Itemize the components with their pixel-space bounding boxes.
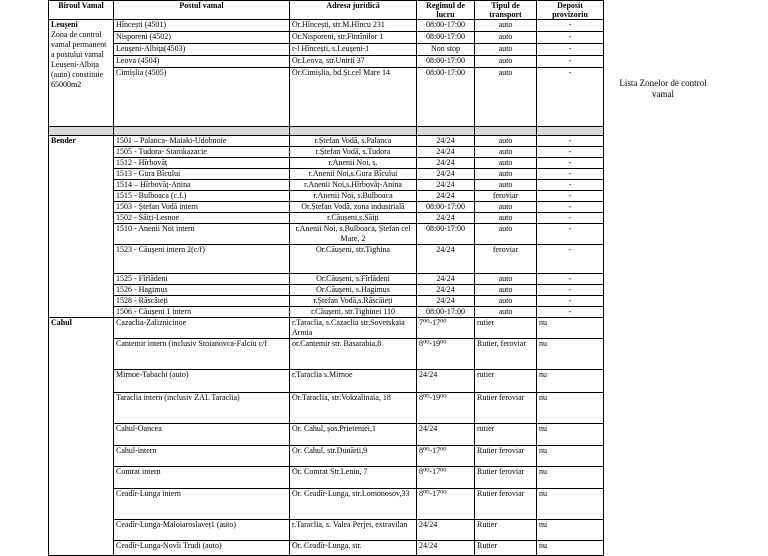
post-cell: Cantemir intern (inclusiv Stoianovca-Falciu c/f	[114, 339, 290, 370]
post-cell: 1528 - Răscăieți	[114, 296, 290, 307]
table-row	[49, 245, 604, 274]
table-row	[49, 56, 604, 68]
deposit-cell: -	[537, 158, 604, 169]
deposit-cell: nu	[537, 541, 604, 556]
post-cell: Comrat intern	[114, 467, 290, 489]
transport-cell: auto	[475, 307, 537, 318]
post-cell: Taraclia intern (inclusiv ZAL Taraclia)	[114, 393, 290, 424]
table-row	[49, 489, 604, 520]
transport-cell: auto	[475, 68, 537, 127]
hours-cell: 8⁰⁰-17⁰⁰	[417, 446, 475, 467]
transport-cell: auto	[475, 202, 537, 213]
table-row	[49, 520, 604, 541]
address-cell: Or. Cahul, șos.Prieteniei,1	[290, 424, 417, 446]
address-cell: Or.Căușeni, s.Hagimus	[290, 285, 417, 296]
table-row	[49, 424, 604, 446]
deposit-cell: nu	[537, 393, 604, 424]
deposit-cell: -	[537, 180, 604, 191]
post-cell: Ceadîr-Lunga intern	[114, 489, 290, 520]
address-cell: r-l Hîncești, s.Leușeni-1	[290, 44, 417, 56]
address-cell: Or. Ceadîr-Lunga, str.	[290, 541, 417, 556]
transport-cell: Rutier feroviar	[475, 393, 537, 424]
table-row	[49, 213, 604, 224]
address-cell: Or. Cahul, str.Dunării,9	[290, 446, 417, 467]
table-row	[49, 446, 604, 467]
transport-cell: Rutier	[475, 541, 537, 556]
deposit-cell: -	[537, 307, 604, 318]
address-cell: Or.Cimișlia, bd.Șt.cel Mare 14	[290, 68, 417, 127]
table-row	[49, 180, 604, 191]
hours-cell: 24/24	[417, 191, 475, 202]
transport-cell: auto	[475, 147, 537, 158]
hours-cell: 08:00-17:00	[417, 56, 475, 68]
address-cell: r.Anenii Noi,s.Gura Bîcului	[290, 169, 417, 180]
hours-cell: 8⁰⁰-19⁰⁰	[417, 393, 475, 424]
transport-cell: rutier	[475, 318, 537, 339]
separator-cell	[475, 127, 537, 136]
address-cell: Or.Leova, str.Unirii 37	[290, 56, 417, 68]
hours-cell: 08:00-17:00	[417, 307, 475, 318]
post-cell: 1505 - Tudora- Starokazacie	[114, 147, 290, 158]
post-cell: 1515 - Bulboaca (c.f.)	[114, 191, 290, 202]
address-cell: or.Cantemir str. Basarabia,8	[290, 339, 417, 370]
post-cell: Ceadîr-Lunga-Novîi Trudi (auto)	[114, 541, 290, 556]
transport-cell: auto	[475, 296, 537, 307]
address-cell: r.Anenii Noi, s.Bulboaca, Ștefan cel Mare, 2	[290, 224, 417, 245]
transport-cell: auto	[475, 180, 537, 191]
hours-cell: 24/24	[417, 370, 475, 393]
deposit-cell: nu	[537, 520, 604, 541]
deposit-cell: -	[537, 169, 604, 180]
deposit-cell: -	[537, 44, 604, 56]
address-cell: Or.Căușeni, s.Fîrlădeni	[290, 274, 417, 285]
deposit-cell: -	[537, 56, 604, 68]
table-row	[49, 285, 604, 296]
post-cell: 1523 - Căușeni intern 2(c/f)	[114, 245, 290, 274]
post-cell: 1514 – Hîrbovăț-Anina	[114, 180, 290, 191]
hours-cell: 24/24	[417, 296, 475, 307]
table-row	[49, 318, 604, 339]
transport-cell: auto	[475, 32, 537, 44]
hours-cell: 8⁰⁰-17⁰⁰	[417, 467, 475, 489]
transport-cell: Rutier feroviar	[475, 467, 537, 489]
hours-cell: 08:00-17:00	[417, 20, 475, 32]
hours-cell: 24/24	[417, 147, 475, 158]
side-note: Lista Zonelor de control vamal	[619, 78, 707, 99]
hours-cell: 08:00-17:00	[417, 224, 475, 245]
leuseni-section	[49, 20, 604, 136]
address-cell: r.Ștefan Vodă, s.Palanca	[290, 136, 417, 147]
deposit-cell: -	[537, 224, 604, 245]
hours-cell: 24/24	[417, 541, 475, 556]
address-cell: r.Ștefan Vodă,s.Răscăieți	[290, 296, 417, 307]
address-cell: Or.Taraclia, str.Vokzalinaia, 18	[290, 393, 417, 424]
hours-cell: Non stop	[417, 44, 475, 56]
address-cell: r.Anenii Noi,s.Hîrbovăț-Anina	[290, 180, 417, 191]
transport-cell: auto	[475, 169, 537, 180]
transport-cell: Rutier feroviar	[475, 489, 537, 520]
table-row	[49, 147, 604, 158]
transport-cell: Rutier feroviar	[475, 446, 537, 467]
transport-cell: auto	[475, 213, 537, 224]
post-cell: 1506 - Căușeni 1 intern	[114, 307, 290, 318]
hours-cell: 08:00-17:00	[417, 68, 475, 127]
transport-cell: auto	[475, 136, 537, 147]
address-cell: r.Anenii Noi, s.Bulboaca	[290, 191, 417, 202]
transport-cell: auto	[475, 56, 537, 68]
office-cell-bender: Bender	[49, 136, 114, 318]
hours-cell: 08:00-17:00	[417, 32, 475, 44]
table-row	[49, 158, 604, 169]
transport-cell: auto	[475, 285, 537, 296]
table-row	[49, 202, 604, 213]
post-cell: Cahul-intern	[114, 446, 290, 467]
header-row	[49, 1, 604, 20]
post-cell: Hîncești (4501)	[114, 20, 290, 32]
table-row	[49, 467, 604, 489]
header-office: Biroul Vamal	[49, 1, 114, 20]
deposit-cell: -	[537, 191, 604, 202]
deposit-cell: -	[537, 285, 604, 296]
hours-cell: 24/24	[417, 285, 475, 296]
hours-cell: 24/24	[417, 520, 475, 541]
table-row	[49, 68, 604, 127]
post-cell: 1502 - Săiți-Lesnoe	[114, 213, 290, 224]
address-cell: Or.Ștefan Vodă, zona industrială	[290, 202, 417, 213]
hours-cell: 24/24	[417, 180, 475, 191]
transport-cell: rutier	[475, 370, 537, 393]
address-cell: r.Anenii Noi, s.	[290, 158, 417, 169]
post-cell: 1501 – Palanca- Maiaki-Udobnoie	[114, 136, 290, 147]
table-row	[49, 274, 604, 285]
post-cell: Ceadîr-Lunga-Maloiaroslaveț1 (auto)	[114, 520, 290, 541]
bender-section	[49, 136, 604, 318]
deposit-cell: -	[537, 245, 604, 274]
post-cell: Leova (4504)	[114, 56, 290, 68]
deposit-cell: nu	[537, 446, 604, 467]
table-row	[49, 393, 604, 424]
header-deposit: Deposit provizoriu	[537, 1, 604, 20]
post-cell: 1512 - Hîrbovăț	[114, 158, 290, 169]
address-cell: Or.Nisporeni, str.Fintînilor 1	[290, 32, 417, 44]
deposit-cell: nu	[537, 339, 604, 370]
transport-cell: auto	[475, 274, 537, 285]
header-post: Postul vamal	[114, 1, 290, 20]
hours-cell: 24/24	[417, 169, 475, 180]
header-hours: Regimul de lucru	[417, 1, 475, 20]
address-cell: r.Căușeni, str.Tighinei 110	[290, 307, 417, 318]
table-row	[49, 20, 604, 32]
hours-cell: 24/24	[417, 213, 475, 224]
hours-cell: 24/24	[417, 158, 475, 169]
transport-cell: Rutier	[475, 520, 537, 541]
header-transport: Tipul de transport	[475, 1, 537, 20]
deposit-cell: -	[537, 202, 604, 213]
address-cell: Or.Hîncești, str.M.Hîncu 231	[290, 20, 417, 32]
deposit-cell: nu	[537, 424, 604, 446]
office-description: Zona de control vamal permanent a postului vamal Leușeni-Albița (auto) constituie 65000m2	[51, 30, 107, 89]
hours-cell: 8⁰⁰-19⁰⁰	[417, 339, 475, 370]
table-row	[49, 32, 604, 44]
deposit-cell: -	[537, 213, 604, 224]
post-cell: Cahul-Oancea	[114, 424, 290, 446]
hours-cell: 24/24	[417, 136, 475, 147]
transport-cell: feroviar	[475, 191, 537, 202]
separator-cell	[290, 127, 417, 136]
post-cell: Cimișlia (4505)	[114, 68, 290, 127]
transport-cell: auto	[475, 20, 537, 32]
transport-cell: auto	[475, 44, 537, 56]
transport-cell: auto	[475, 158, 537, 169]
header-address: Adresa juridică	[290, 1, 417, 20]
hours-cell: 24/24	[417, 274, 475, 285]
table-row	[49, 370, 604, 393]
hours-cell: 24/24	[417, 424, 475, 446]
deposit-cell: nu	[537, 489, 604, 520]
table-row	[49, 296, 604, 307]
address-cell: Or. Ceadîr-Lunga, str.Lomonosov,33	[290, 489, 417, 520]
address-cell: r.Ștefan Vodă, s.Tudora	[290, 147, 417, 158]
deposit-cell: nu	[537, 467, 604, 489]
transport-cell: rutier	[475, 424, 537, 446]
address-cell: Or.Căușeni, str.Tighina	[290, 245, 417, 274]
table-row	[49, 44, 604, 56]
address-cell: r.Taraclia s.Mirnoe	[290, 370, 417, 393]
deposit-cell: -	[537, 296, 604, 307]
hours-cell: 08:00-17:00	[417, 202, 475, 213]
separator-cell	[49, 127, 114, 136]
table-row	[49, 224, 604, 245]
separator-cell	[114, 127, 290, 136]
address-cell: r.Taraclia, s. Valea Perjei, extravilan	[290, 520, 417, 541]
post-cell: 1526 - Hagimus	[114, 285, 290, 296]
separator-row	[49, 127, 604, 136]
deposit-cell: -	[537, 274, 604, 285]
table-row	[49, 307, 604, 318]
address-cell: Or. Comrat Str.Lenin, 7	[290, 467, 417, 489]
deposit-cell: nu	[537, 370, 604, 393]
customs-table	[48, 0, 604, 556]
cahul-section	[49, 318, 604, 556]
post-cell: 1503 - Ștefan Vodă intern	[114, 202, 290, 213]
separator-cell	[417, 127, 475, 136]
post-cell: Nisporeni (4502)	[114, 32, 290, 44]
table-row	[49, 339, 604, 370]
deposit-cell: -	[537, 68, 604, 127]
table-row	[49, 191, 604, 202]
office-cell-cahul: Cahul	[49, 318, 114, 556]
deposit-cell: -	[537, 32, 604, 44]
deposit-cell: -	[537, 20, 604, 32]
table-row	[49, 169, 604, 180]
office-name: Leușeni	[51, 20, 78, 29]
address-cell: r.Căușeni,s.Săiți	[290, 213, 417, 224]
transport-cell: feroviar	[475, 245, 537, 274]
deposit-cell: -	[537, 147, 604, 158]
office-cell-leuseni	[49, 20, 114, 127]
post-cell: Leușeni-Albița(4503)	[114, 44, 290, 56]
post-cell: 1525 - Fîrlădeni	[114, 274, 290, 285]
separator-cell	[537, 127, 604, 136]
address-cell: r.Taraclia, s.Cazaclia str.Sovetskaia Armia	[290, 318, 417, 339]
deposit-cell: -	[537, 136, 604, 147]
deposit-cell: nu	[537, 318, 604, 339]
post-cell: 1510 - Anenii Noi intern	[114, 224, 290, 245]
post-cell: Mirnoe-Tabachi (auto)	[114, 370, 290, 393]
post-cell: Cazaclia-Zaliznicinoe	[114, 318, 290, 339]
hours-cell: 7⁰⁰-17⁰⁰	[417, 318, 475, 339]
transport-cell: Rutier, feroviar	[475, 339, 537, 370]
table-row	[49, 136, 604, 147]
post-cell: 1513 - Gura Bîcului	[114, 169, 290, 180]
hours-cell: 24/24	[417, 245, 475, 274]
hours-cell: 8⁰⁰-17⁰⁰	[417, 489, 475, 520]
transport-cell: auto	[475, 224, 537, 245]
